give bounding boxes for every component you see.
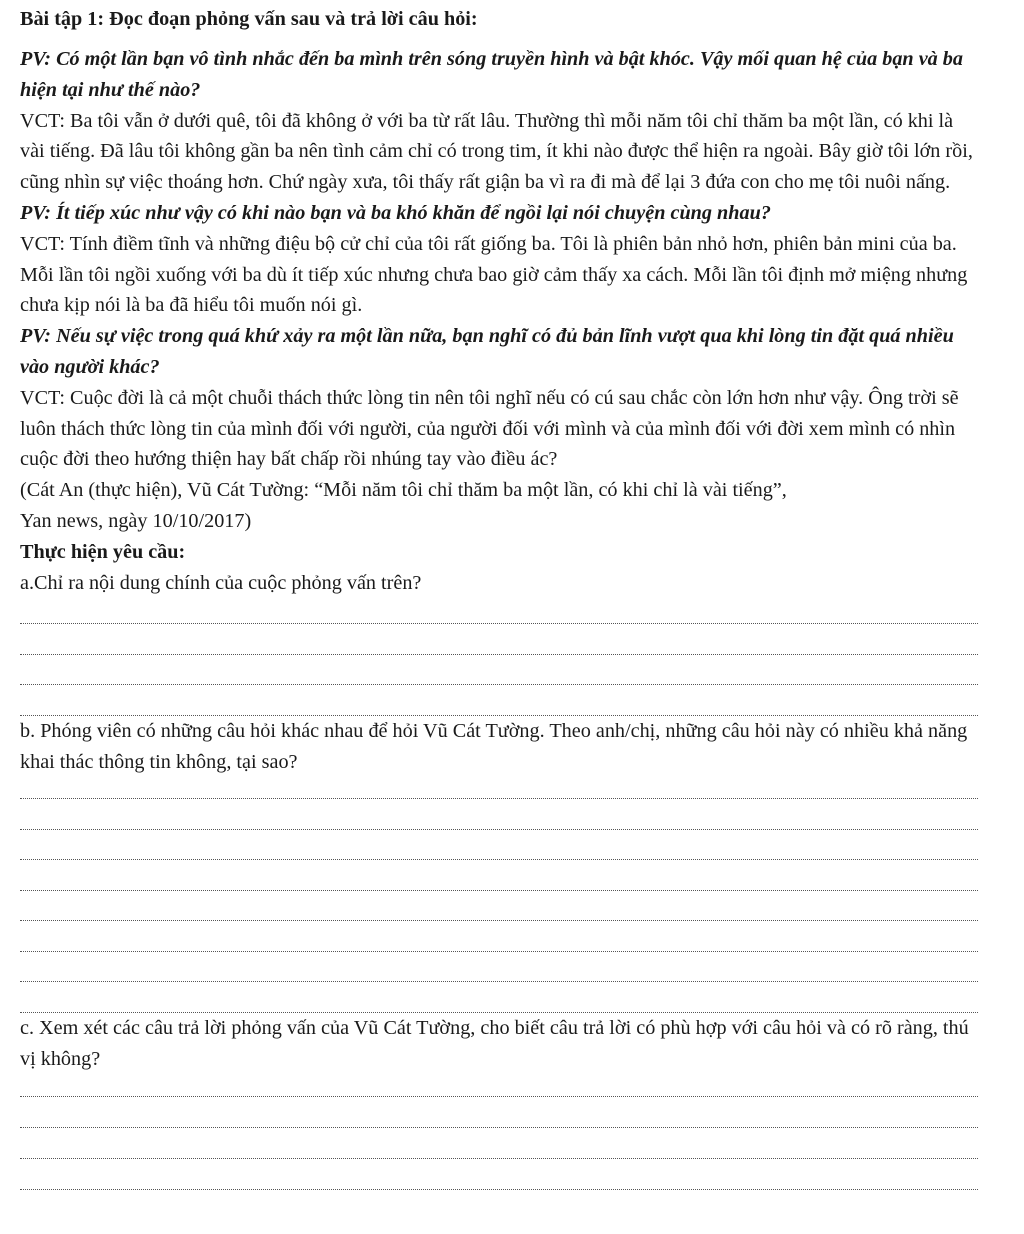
answer-line[interactable] [20, 624, 978, 655]
answer-area-b[interactable] [20, 777, 980, 1013]
answer-line[interactable] [20, 860, 978, 891]
answer-line[interactable] [20, 1075, 978, 1097]
answer-area-a[interactable] [20, 598, 980, 716]
answer-line[interactable] [20, 952, 978, 983]
answer-line[interactable] [20, 685, 978, 716]
question-b: b. Phóng viên có những câu hỏi khác nhau để hỏi Vũ Cát Tường. Theo anh/chị, những câu hỏi này có nhiều khả năng khai thác thông tin không, tại sao? [20, 719, 968, 773]
answer-line[interactable] [20, 982, 978, 1013]
exercise-title: Bài tập 1: Đọc đoạn phỏng vấn sau và trả lời câu hỏi: [20, 8, 478, 30]
question-c: c. Xem xét các câu trả lời phỏng vấn của Vũ Cát Tường, cho biết câu trả lời có phù hợp với câu hỏi và có rõ ràng, thú vị không? [20, 1016, 969, 1070]
task-heading: Thực hiện yêu cầu: [20, 540, 186, 563]
interviewee-answer-1: VCT: Ba tôi vẫn ở dưới quê, tôi đã không ở với ba từ rất lâu. Thường thì mỗi năm tôi chỉ thăm ba một lần, có khi là vài tiếng. Đã lâu tôi không gần ba nên tình cảm chỉ có trong tim, ít khi nào được thể hiện ra ngoài. Bây giờ tôi lớn rồi, cũng nhìn sự việc thoáng hơn. Chứ ngày xưa, tôi thấy rất giận ba vì ra đi mà để lại 3 đứa con cho mẹ tôi nuôi nấng. [20, 109, 973, 194]
answer-line[interactable] [20, 1128, 978, 1159]
question-a: a.Chỉ ra nội dung chính của cuộc phỏng vấn trên? [20, 571, 422, 594]
interviewee-answer-2: VCT: Tính điềm tĩnh và những điệu bộ cử chỉ của tôi rất giống ba. Tôi là phiên bản nhỏ hơn, phiên bản mini của ba. Mỗi lần tôi ngồi xuống với ba dù ít tiếp xúc nhưng chưa bao giờ cảm thấy xa cách. Mỗi lần tôi định mở miệng nhưng chưa kịp nói là ba đã hiểu tôi muốn nói gì. [20, 232, 968, 317]
answer-line[interactable] [20, 777, 978, 799]
answer-line[interactable] [20, 891, 978, 922]
answer-area-c[interactable] [20, 1075, 980, 1190]
answer-line[interactable] [20, 1159, 978, 1190]
interviewer-question-1: PV: Có một lần bạn vô tình nhắc đến ba mình trên sóng truyền hình và bật khóc. Vậy mối quan hệ của bạn và ba hiện tại như thế nào? [20, 48, 963, 101]
answer-line[interactable] [20, 921, 978, 952]
answer-line[interactable] [20, 598, 978, 624]
source-citation-line-1: (Cát An (thực hiện), Vũ Cát Tường: “Mỗi năm tôi chỉ thăm ba một lần, có khi chỉ là vài tiếng”, [20, 479, 787, 502]
answer-line[interactable] [20, 1097, 978, 1128]
source-citation-line-2: Yan news, ngày 10/10/2017) [20, 509, 252, 532]
answer-line[interactable] [20, 655, 978, 686]
interviewee-answer-3: VCT: Cuộc đời là cả một chuỗi thách thức lòng tin nên tôi nghĩ nếu có cú sau chắc còn lớn hơn như vậy. Ông trời sẽ luôn thách thức lòng tin của mình đối với người, của người đối với mình và của mình đối với đời xem mình có nhìn cuộc đời theo hướng thiện hay bất chấp rồi nhúng tay vào điều ác? [20, 386, 959, 471]
answer-line[interactable] [20, 830, 978, 861]
answer-line[interactable] [20, 799, 978, 830]
interviewer-question-2: PV: Ít tiếp xúc như vậy có khi nào bạn và ba khó khăn để ngồi lại nói chuyện cùng nhau? [20, 201, 771, 224]
interviewer-question-3: PV: Nếu sự việc trong quá khứ xảy ra một lần nữa, bạn nghĩ có đủ bản lĩnh vượt qua khi lòng tin đặt quá nhiều vào người khác? [20, 325, 954, 378]
